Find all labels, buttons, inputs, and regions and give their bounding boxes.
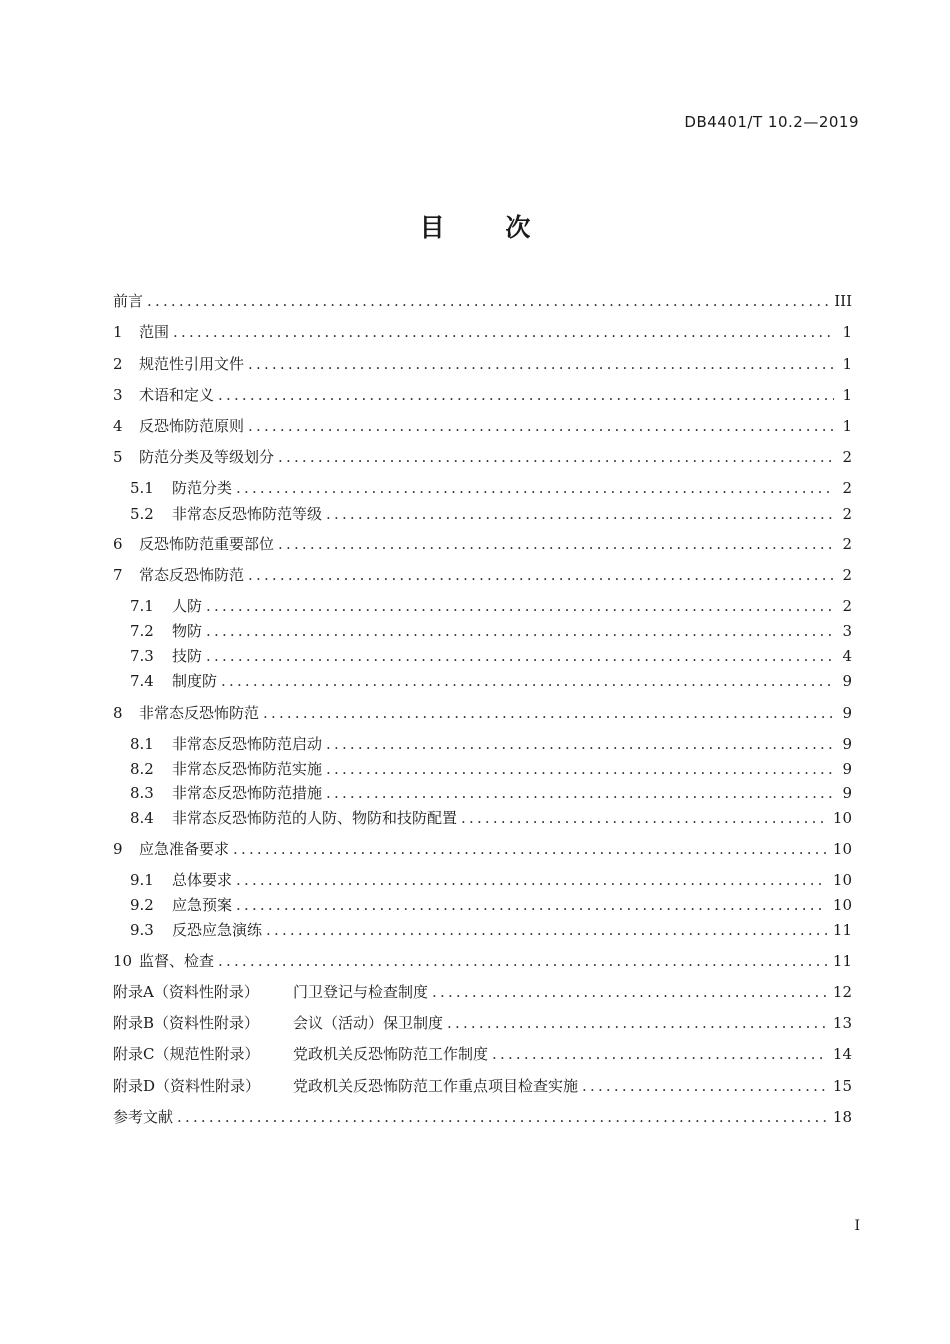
toc-entry-number: 1 — [113, 323, 123, 341]
dot-leader — [218, 384, 834, 406]
toc-entry-title: 非常态反恐怖防范实施 — [172, 760, 323, 778]
toc-entry-number: 7 — [113, 566, 123, 584]
dot-leader — [263, 702, 834, 724]
toc-entry-number: 7.3 — [130, 647, 154, 665]
toc-entry-page: 15 — [832, 1077, 852, 1095]
toc-entry-number: 7.4 — [130, 672, 154, 690]
toc-entry-page: 11 — [832, 952, 852, 970]
toc-entry-title: 参考文献 — [113, 1108, 174, 1126]
toc-entry-title: 会议（活动）保卫制度 — [293, 1014, 444, 1032]
toc-entry-number: 8.3 — [130, 784, 154, 802]
page-title: 目 次 — [419, 213, 557, 242]
toc-entry-page: 9 — [842, 672, 852, 690]
toc-entry[interactable] — [113, 321, 852, 343]
page-number: I — [854, 1218, 860, 1234]
toc-entry-number: 5 — [113, 448, 123, 466]
dot-leader — [447, 1012, 827, 1034]
toc-entry-page: 10 — [832, 809, 852, 827]
toc-entry[interactable] — [113, 290, 852, 312]
toc-entry[interactable] — [130, 807, 852, 829]
toc-entry-title: 防范分类及等级划分 — [139, 448, 275, 466]
toc-entry-number: 9.3 — [130, 921, 154, 939]
toc-entry-number: 2 — [113, 355, 123, 373]
toc-entry-title: 应急准备要求 — [139, 840, 230, 858]
toc-entry[interactable] — [130, 645, 852, 667]
toc-entry-page: 18 — [832, 1108, 852, 1126]
toc-entry-number: 8.2 — [130, 760, 154, 778]
toc-entry-number: 7.1 — [130, 597, 154, 615]
toc-entry-title: 人防 — [172, 597, 203, 615]
toc-entry-page: 9 — [842, 784, 852, 802]
toc-entry-title: 非常态反恐怖防范措施 — [172, 784, 323, 802]
toc-entry-number: 8 — [113, 704, 123, 722]
toc-entry[interactable] — [113, 1106, 852, 1128]
toc-entry-number: 5.2 — [130, 505, 154, 523]
toc-entry-page: III — [834, 292, 852, 310]
toc-entry-page: 1 — [842, 323, 852, 341]
dot-leader — [326, 733, 834, 755]
toc-entry-title: 范围 — [139, 323, 170, 341]
toc-entry-page: 9 — [842, 760, 852, 778]
toc-entry[interactable] — [113, 702, 852, 724]
toc-entry[interactable] — [113, 353, 852, 375]
toc-entry[interactable] — [130, 670, 852, 692]
dot-leader — [248, 353, 834, 375]
toc-entry-page: 2 — [842, 535, 852, 553]
toc-entry[interactable] — [113, 950, 852, 972]
dot-leader — [177, 1106, 827, 1128]
toc-entry-page: 12 — [832, 983, 852, 1001]
toc-entry-number: 10 — [113, 952, 133, 970]
dot-leader — [206, 595, 834, 617]
toc-entry-number: 4 — [113, 417, 123, 435]
toc-entry-page: 9 — [842, 704, 852, 722]
toc-entry-title: 非常态反恐怖防范的人防、物防和技防配置 — [172, 809, 458, 827]
toc-entry-title: 物防 — [172, 622, 203, 640]
toc-entry[interactable] — [130, 782, 852, 804]
dot-leader — [233, 838, 827, 860]
toc-entry-page: 4 — [842, 647, 852, 665]
toc-entry-number: 7.2 — [130, 622, 154, 640]
toc-entry-page: 2 — [842, 505, 852, 523]
dot-leader — [432, 981, 827, 1003]
toc-entry-title: 监督、检查 — [139, 952, 215, 970]
toc-entry-title: 非常态反恐怖防范等级 — [172, 505, 323, 523]
toc-entry[interactable] — [113, 1012, 852, 1034]
toc-entry-title: 非常态反恐怖防范启动 — [172, 735, 323, 753]
toc-entry-title: 反恐怖防范重要部位 — [139, 535, 275, 553]
toc-entry[interactable] — [130, 919, 852, 941]
toc-entry[interactable] — [130, 869, 852, 891]
toc-entry-title: 门卫登记与检查制度 — [293, 983, 429, 1001]
toc-entry[interactable] — [130, 733, 852, 755]
dot-leader — [248, 564, 834, 586]
toc-entry-number: 附录B（资料性附录） — [113, 1014, 260, 1032]
toc-entry-number: 5.1 — [130, 479, 154, 497]
toc-entry-title: 党政机关反恐怖防范工作重点项目检查实施 — [293, 1077, 579, 1095]
toc-entry[interactable] — [113, 1043, 852, 1065]
dot-leader — [582, 1075, 827, 1097]
toc-entry-number: 附录D（资料性附录） — [113, 1077, 261, 1095]
toc-entry-page: 10 — [832, 896, 852, 914]
dot-leader — [326, 503, 834, 525]
toc-entry[interactable] — [113, 838, 852, 860]
dot-leader — [266, 919, 827, 941]
dot-leader — [326, 758, 834, 780]
dot-leader — [461, 807, 827, 829]
toc-entry-title: 应急预案 — [172, 896, 233, 914]
dot-leader — [147, 290, 828, 312]
toc-entry-page: 3 — [842, 622, 852, 640]
dot-leader — [218, 950, 827, 972]
toc-entry[interactable] — [113, 564, 852, 586]
dot-leader — [173, 321, 834, 343]
toc-entry-title: 前言 — [113, 292, 144, 310]
dot-leader — [236, 894, 827, 916]
toc-entry-page: 14 — [832, 1045, 852, 1063]
toc-entry[interactable] — [113, 1075, 852, 1097]
toc-entry-page: 2 — [842, 597, 852, 615]
toc-entry-title: 防范分类 — [172, 479, 233, 497]
toc-entry-page: 9 — [842, 735, 852, 753]
dot-leader — [492, 1043, 827, 1065]
toc-entry-page: 1 — [842, 355, 852, 373]
toc-entry-number: 附录C（规范性附录） — [113, 1045, 260, 1063]
dot-leader — [278, 533, 834, 555]
toc-entry-number: 附录A（资料性附录） — [113, 983, 259, 1001]
toc-entry-page: 10 — [832, 840, 852, 858]
toc-entry[interactable] — [130, 758, 852, 780]
toc-entry-title: 技防 — [172, 647, 203, 665]
toc-entry-number: 8.1 — [130, 735, 154, 753]
toc-entry-number: 8.4 — [130, 809, 154, 827]
toc-entry[interactable] — [130, 894, 852, 916]
document-code: DB4401/T 10.2—2019 — [684, 113, 859, 131]
toc-entry-page: 11 — [832, 921, 852, 939]
toc-entry-title: 党政机关反恐怖防范工作制度 — [293, 1045, 489, 1063]
toc-entry-page: 2 — [842, 479, 852, 497]
toc-entry-title: 反恐应急演练 — [172, 921, 263, 939]
toc-entry-title: 总体要求 — [172, 871, 233, 889]
toc-entry-page: 2 — [842, 566, 852, 584]
toc-entry-number: 9.1 — [130, 871, 154, 889]
toc-entry-title: 常态反恐怖防范 — [139, 566, 245, 584]
toc-entry-number: 9 — [113, 840, 123, 858]
toc-entry[interactable] — [113, 415, 852, 437]
dot-leader — [248, 415, 834, 437]
toc-entry-number: 9.2 — [130, 896, 154, 914]
dot-leader — [278, 446, 834, 468]
dot-leader — [326, 782, 834, 804]
toc-entry-title: 制度防 — [172, 672, 218, 690]
dot-leader — [221, 670, 834, 692]
toc-entry[interactable] — [130, 595, 852, 617]
toc-entry-title: 规范性引用文件 — [139, 355, 245, 373]
dot-leader — [206, 645, 834, 667]
dot-leader — [236, 477, 834, 499]
toc-entry[interactable] — [113, 446, 852, 468]
toc-entry-number: 6 — [113, 535, 123, 553]
toc-entry[interactable] — [113, 981, 852, 1003]
toc-entry-page: 2 — [842, 448, 852, 466]
toc-entry-page: 13 — [832, 1014, 852, 1032]
toc-entry-page: 1 — [842, 417, 852, 435]
toc-entry-title: 反恐怖防范原则 — [139, 417, 245, 435]
toc-entry-page: 1 — [842, 386, 852, 404]
toc-entry[interactable] — [113, 384, 852, 406]
toc-entry[interactable] — [130, 503, 852, 525]
toc-entry[interactable] — [113, 533, 852, 555]
toc-entry-page: 10 — [832, 871, 852, 889]
toc-entry[interactable] — [130, 620, 852, 642]
dot-leader — [236, 869, 827, 891]
toc-entry-title: 非常态反恐怖防范 — [139, 704, 260, 722]
toc-entry-number: 3 — [113, 386, 123, 404]
toc-entry-title: 术语和定义 — [139, 386, 215, 404]
dot-leader — [206, 620, 834, 642]
toc-entry[interactable] — [130, 477, 852, 499]
